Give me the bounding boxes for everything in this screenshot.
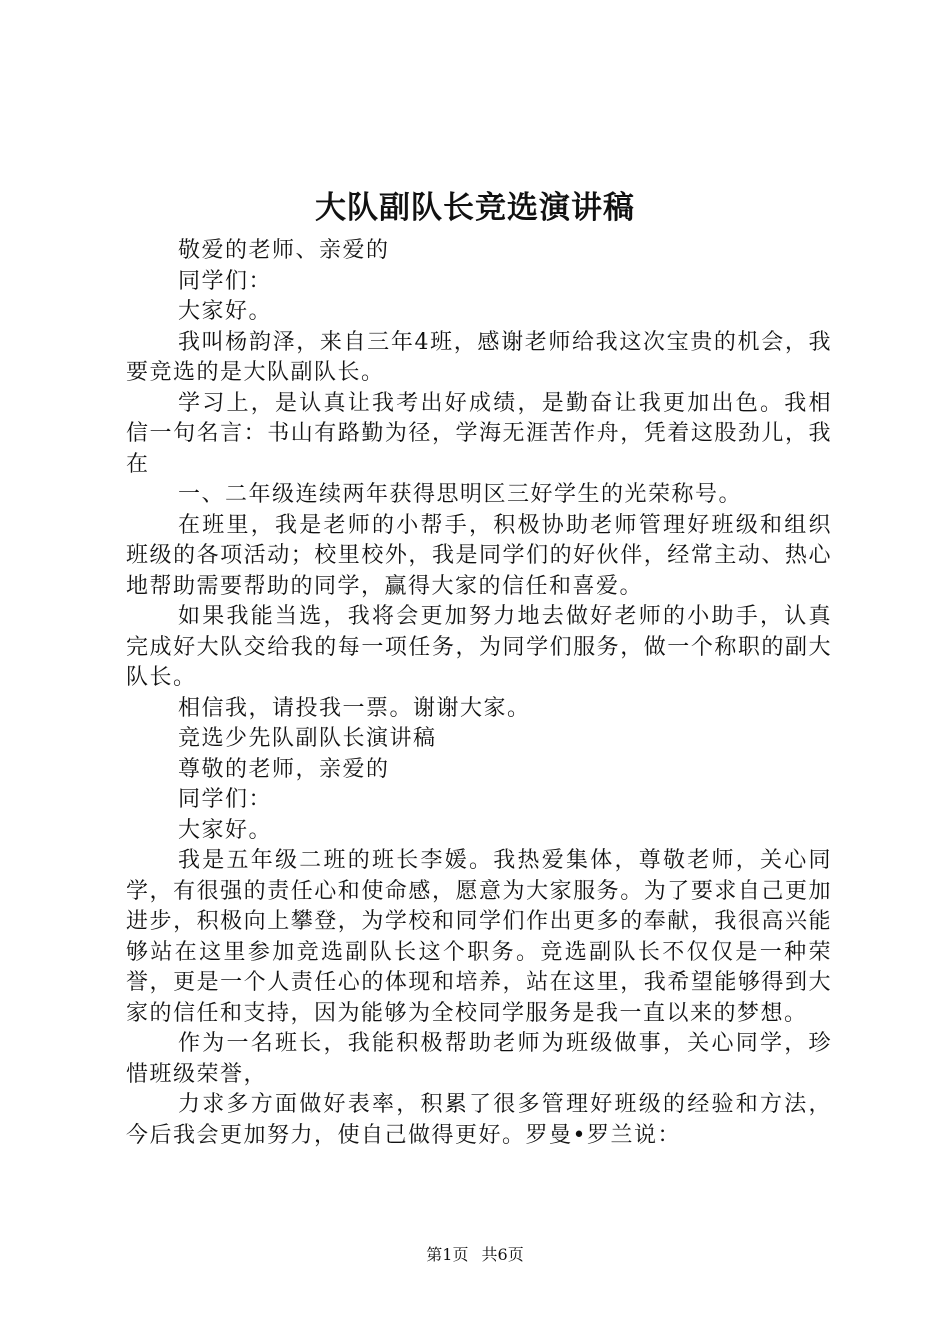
paragraph: 大家好。: [178, 817, 273, 843]
paragraph: 同学们：: [178, 268, 273, 294]
page-number-current: 第1页: [426, 1245, 469, 1264]
paragraph: 学习上，是认真让我考出好成绩，是勤奋让我更加出色。我相信一句名言：书山有路勤为径，学海无涯苦作舟，凭着这股劲儿，我在: [126, 390, 832, 477]
paragraph: 力求多方面做好表率，积累了很多管理好班级的经验和方法，今后我会更加努力，使自己做得更好。罗曼•罗兰说：: [126, 1092, 832, 1148]
paragraph: 同学们：: [178, 787, 273, 812]
paragraph: 在班里，我是老师的小帮手，积极协助老师管理好班级和组织班级的各项活动；校里校外，我是同学们的好伙伴，经常主动、热心地帮助需要帮助的同学，赢得大家的信任和喜爱。: [126, 512, 832, 599]
paragraph: 一、二年级连续两年获得思明区三好学生的光荣称号。: [178, 482, 743, 507]
paragraph: 我叫杨韵泽，来自三年4班，感谢老师给我这次宝贵的机会，我要竞选的是大队副队长。: [126, 329, 832, 385]
paragraph: 相信我，请投我一票。谢谢大家。: [178, 695, 531, 721]
paragraph: 大家好。: [178, 299, 273, 324]
paragraph: 尊敬的老师，亲爱的: [178, 756, 390, 782]
paragraph: 我是五年级二班的班长李媛。我热爱集体，尊敬老师，关心同学，有很强的责任心和使命感，愿意为大家服务。为了要求自己更加进步，积极向上攀登，为学校和同学们作出更多的奉献，我很高兴能够站在这里参加竞选副队长这个职务。竞选副队长不仅仅是一种荣誉，更是一个人责任心的体现和培养，站在这里，我希望能够得到大家的信任和支持，因为能够为全校同学服务是我一直以来的梦想。: [126, 848, 832, 1026]
page-number-total: 共6页: [481, 1245, 524, 1264]
paragraph: 竞选少先队副队长演讲稿: [178, 726, 437, 751]
paragraph: 敬爱的老师、亲爱的: [178, 238, 390, 263]
document-body: [126, 236, 832, 1151]
paragraph: 如果我能当选，我将会更加努力地去做好老师的小助手，认真完成好大队交给我的每一项任务，为同学们服务，做一个称职的副大队长。: [126, 604, 832, 690]
paragraph: 作为一名班长，我能积极帮助老师为班级做事，关心同学，珍惜班级荣誉，: [126, 1031, 832, 1087]
page-footer: [0, 1245, 950, 1265]
document-title: 大队副队长竞选演讲稿: [315, 190, 635, 226]
